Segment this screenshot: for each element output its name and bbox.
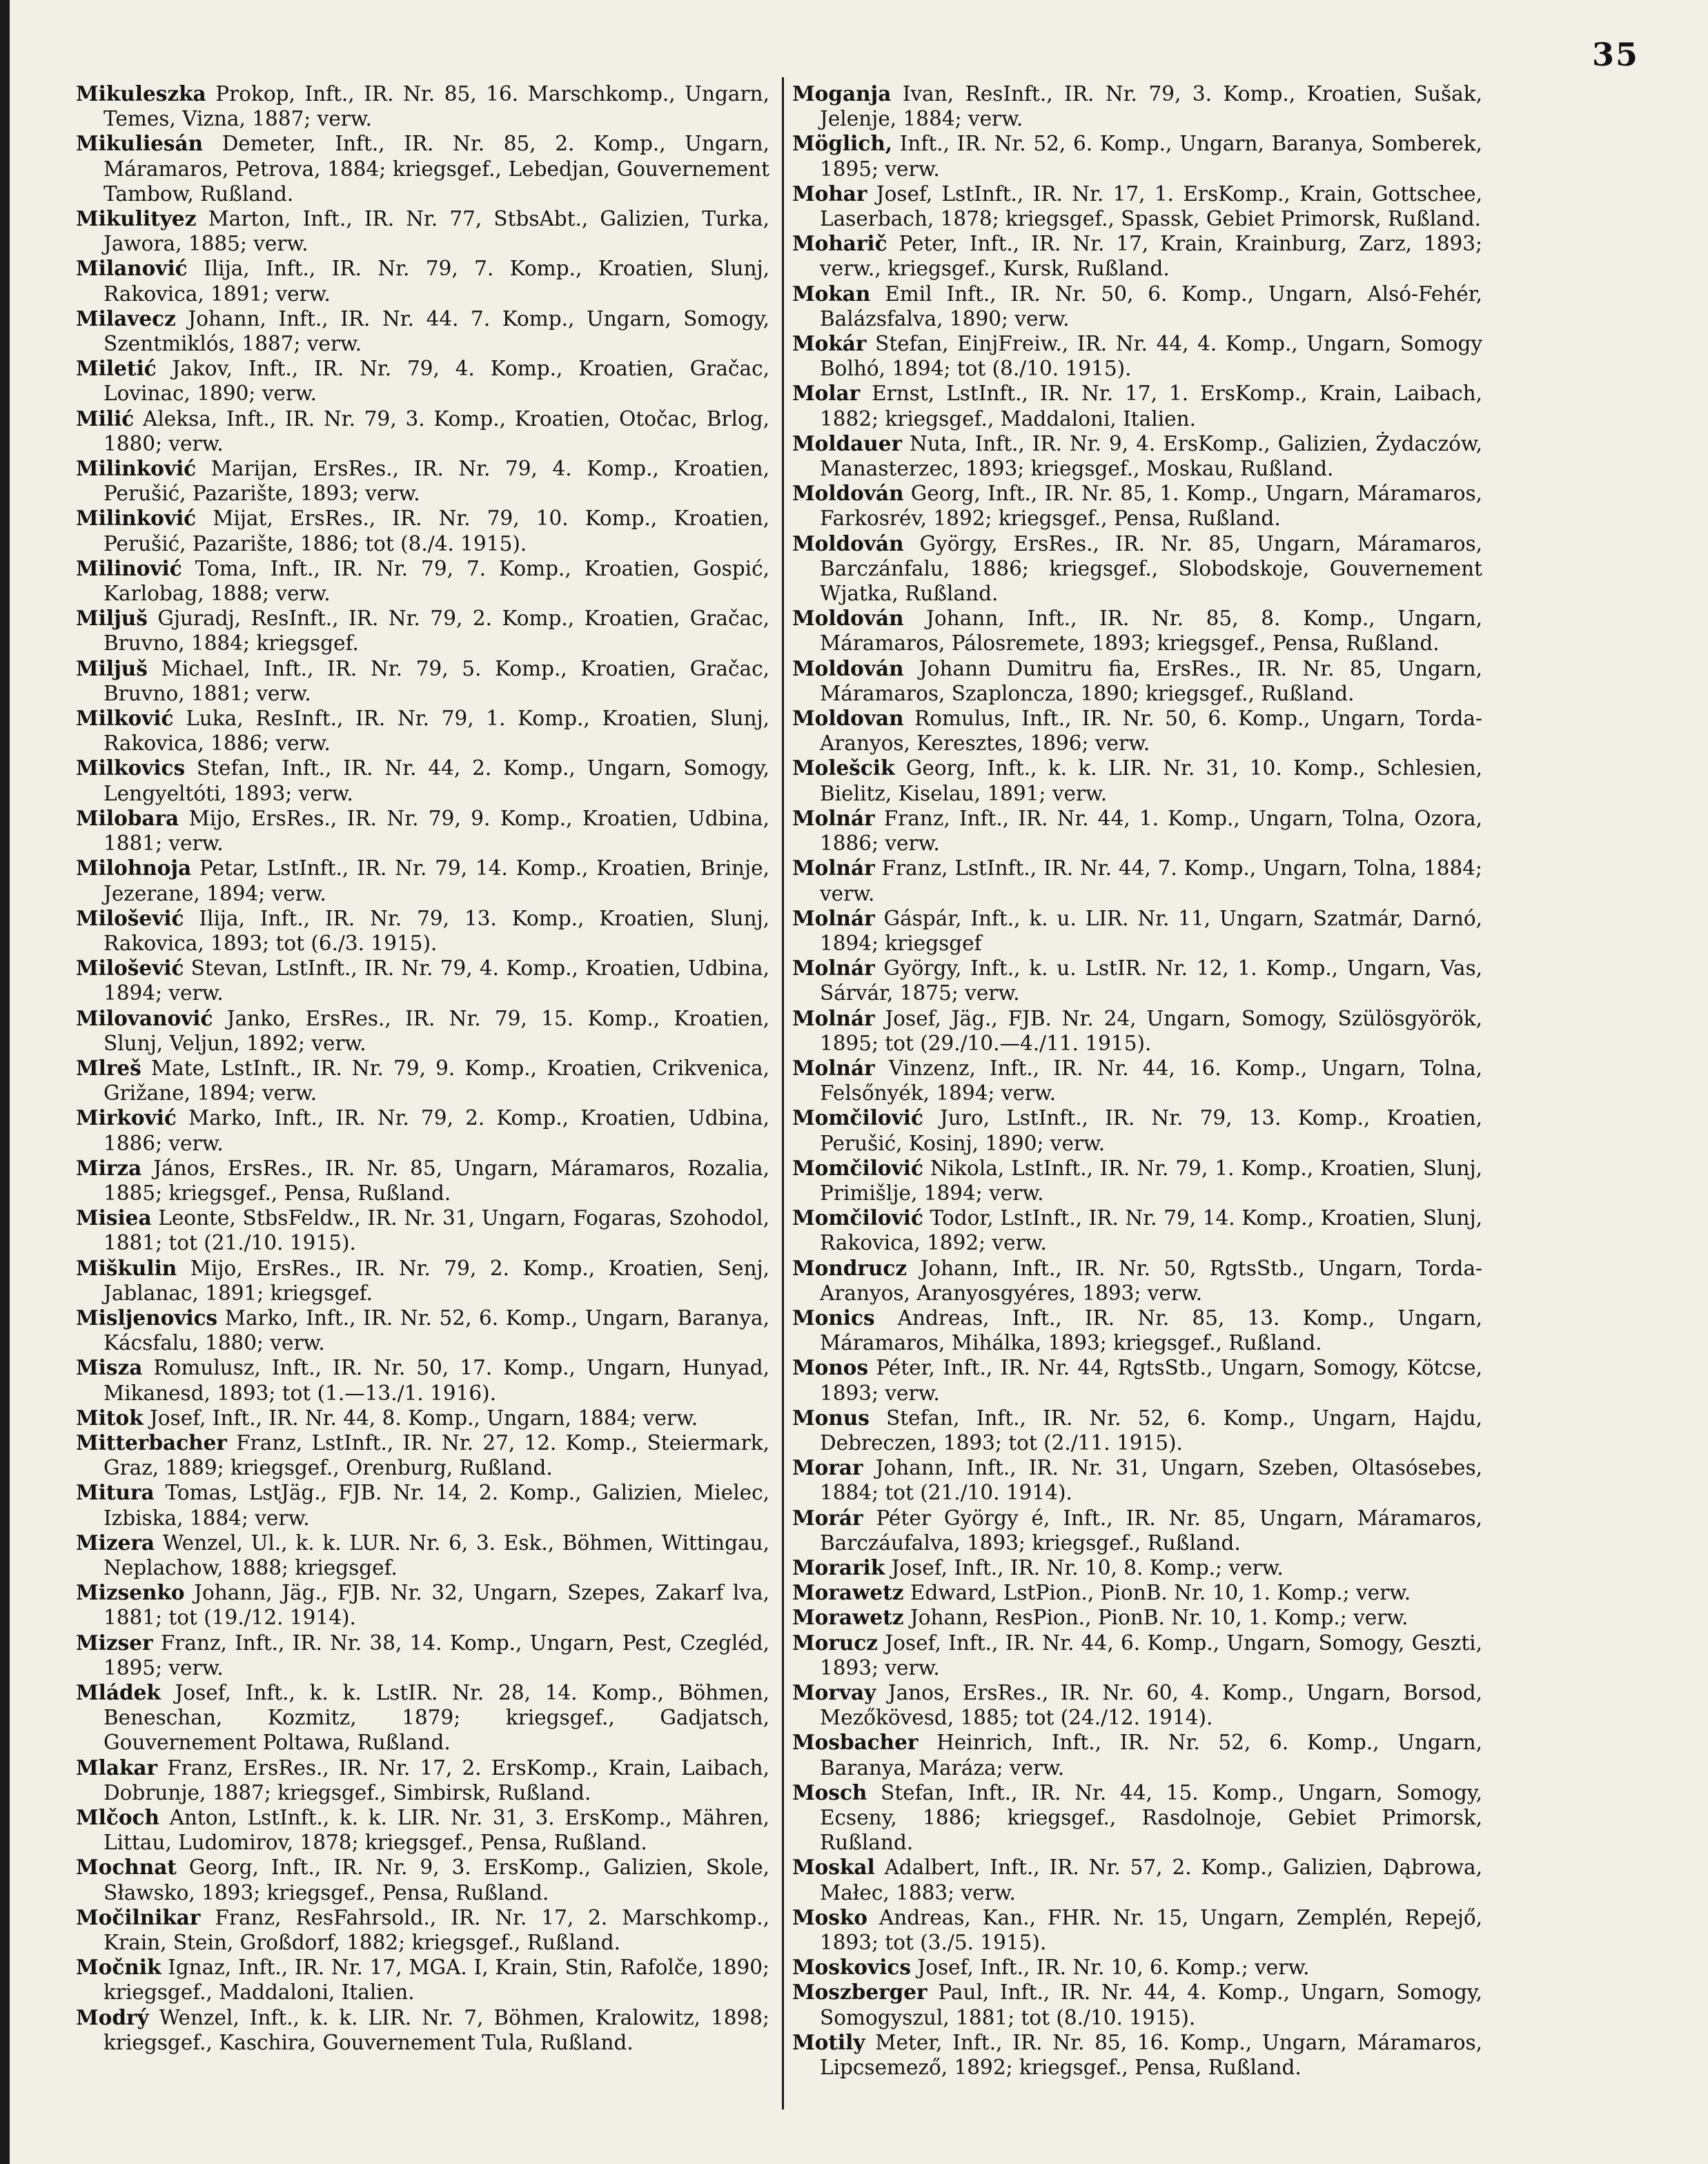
entry-surname: Morucz [792, 1630, 878, 1655]
entry-details: Juro, LstInft., IR. Nr. 79, 13. Komp., Kroatien, Perušić, Kosinj, 1890; verw. [820, 1106, 1482, 1155]
entry-details: György, ErsRes., IR. Nr. 85, Ungarn, Máramaros, Barczánfalu, 1886; kriegsgef., Slobodskoje, Gouvernement Wjatka, Rußland. [820, 531, 1482, 606]
list-entry [76, 1955, 769, 2005]
entry-surname: Mlreš [76, 1055, 141, 1080]
entry-details: Leonte, StbsFeldw., IR. Nr. 31, Ungarn, Fogaras, Szohodol, 1881; tot (21./10. 1915). [104, 1206, 769, 1255]
entry-surname: Morar [792, 1455, 863, 1480]
entry-surname: Momčilović [792, 1206, 923, 1230]
list-entry [792, 1206, 1482, 1255]
entry-surname: Mizser [76, 1630, 153, 1655]
entry-details: Franz, ErsRes., IR. Nr. 17, 2. ErsKomp., Krain, Laibach, Dobrunje, 1887; kriegsgef., Simbirsk, Rußland. [104, 1755, 769, 1804]
entry-surname: Mosch [792, 1780, 867, 1804]
list-entry [76, 1580, 769, 1630]
entry-surname: Milković [76, 706, 174, 731]
list-entry [76, 1480, 769, 1530]
entry-surname: Mokan [792, 281, 871, 306]
entry-surname: Mikulityez [76, 206, 197, 231]
entry-details: Johann, ResPion., PionB. Nr. 10, 1. Komp.; verw. [903, 1606, 1408, 1630]
entry-details: Tomas, LstJäg., FJB. Nr. 14, 2. Komp., Galizien, Mielec, Izbiska, 1884; verw. [104, 1481, 769, 1530]
entry-details: Peter, Inft., IR. Nr. 17, Krain, Krainburg, Zarz, 1893; verw., kriegsgef., Kursk, Rußland. [820, 232, 1482, 281]
list-entry [76, 256, 769, 306]
entry-surname: Mikuliesán [76, 131, 204, 156]
list-entry [792, 1156, 1482, 1206]
entry-surname: Monus [792, 1405, 870, 1430]
entry-surname: Milovanović [76, 1005, 213, 1030]
entry-details: Franz, Inft., IR. Nr. 38, 14. Komp., Ungarn, Pest, Czegléd, 1895; verw. [104, 1631, 769, 1680]
entry-surname: Mosko [792, 1905, 868, 1929]
list-entry [76, 556, 769, 606]
entry-details: Emil Inft., IR. Nr. 50, 6. Komp., Ungarn, Alsó-Fehér, Balázsfalva, 1890; verw. [820, 282, 1482, 331]
list-entry [792, 1506, 1482, 1555]
entry-surname: Milinković [76, 456, 197, 481]
entry-surname: Miljuš [76, 606, 148, 631]
entry-details: Ivan, ResInft., IR. Nr. 79, 3. Komp., Kroatien, Sušak, Jelenje, 1884; verw. [820, 82, 1482, 131]
list-entry [792, 431, 1482, 481]
list-entry [76, 1755, 769, 1805]
entry-surname: Mochnat [76, 1855, 177, 1880]
entry-details: Demeter, Inft., IR. Nr. 85, 2. Komp., Ungarn, Máramaros, Petrova, 1884; kriegsgef., Lebedjan, Gouvernement Tambow, Rußland. [104, 132, 769, 206]
list-entry [792, 1355, 1482, 1405]
list-entry [76, 1105, 769, 1155]
left-column [76, 81, 769, 2055]
entry-surname: Molešcik [792, 756, 895, 780]
entry-details: Stefan, Inft., IR. Nr. 44, 2. Komp., Ungarn, Somogy, Lengyeltóti, 1893; verw. [104, 756, 769, 805]
list-entry [792, 231, 1482, 281]
list-entry [792, 1580, 1482, 1605]
entry-surname: Milanović [76, 256, 188, 281]
list-entry [792, 282, 1482, 331]
column-divider [782, 77, 784, 2109]
entry-details: Johann, Inft., IR. Nr. 31, Ungarn, Szeben, Oltasósebes, 1884; tot (21./10. 1914). [820, 1456, 1482, 1505]
entry-details: Marijan, ErsRes., IR. Nr. 79, 4. Komp., Kroatien, Perušić, Pazarište, 1893; verw. [104, 457, 769, 506]
entry-details: Adalbert, Inft., IR. Nr. 57, 2. Komp., Galizien, Dąbrowa, Małec, 1883; verw. [820, 1856, 1482, 1905]
entry-surname: Moganja [792, 81, 892, 106]
entry-details: Andreas, Kan., FHR. Nr. 15, Ungarn, Zemplén, Repejő, 1893; tot (3./5. 1915). [820, 1905, 1482, 1955]
list-entry [792, 1905, 1482, 1955]
list-entry [76, 1430, 769, 1480]
list-entry [792, 1406, 1482, 1455]
list-entry [792, 181, 1482, 231]
entry-surname: Molnár [792, 956, 875, 981]
entry-surname: Misiea [76, 1206, 152, 1230]
entry-surname: Moldovan [792, 706, 904, 731]
entry-details: Johann, Inft., IR. Nr. 85, 8. Komp., Ungarn, Máramaros, Pálosremete, 1893; kriegsgef., Pensa, Rußland. [820, 607, 1482, 656]
list-entry [76, 1256, 769, 1306]
entry-surname: Miletić [76, 356, 157, 381]
entry-surname: Molnár [792, 805, 875, 830]
entry-details: Franz, LstInft., IR. Nr. 44, 7. Komp., Ungarn, Tolna, 1884; verw. [820, 856, 1482, 905]
list-entry [76, 1056, 769, 1105]
entry-details: Johann, Jäg., FJB. Nr. 32, Ungarn, Szepes, Zakarf lva, 1881; tot (19./12. 1914). [104, 1581, 769, 1630]
entry-details: Josef, Inft., IR. Nr. 10, 8. Komp.; verw. [885, 1555, 1284, 1580]
entry-details: Josef, Inft., IR. Nr. 44, 8. Komp., Ungarn, 1884; verw. [143, 1406, 698, 1430]
entry-surname: Milinović [76, 555, 182, 580]
entry-surname: Miljuš [76, 656, 148, 680]
list-entry [792, 131, 1482, 181]
list-entry [792, 381, 1482, 431]
entry-details: Johann, Inft., IR. Nr. 44. 7. Komp., Ungarn, Somogy, Szentmiklós, 1887; verw. [104, 306, 769, 356]
list-entry [792, 1730, 1482, 1780]
list-entry [792, 1105, 1482, 1155]
entry-surname: Mirza [76, 1155, 142, 1180]
entry-details: Romulusz, Inft., IR. Nr. 50, 17. Komp., Ungarn, Hunyad, Mikanesd, 1893; tot (1.—13./1. 1916). [104, 1356, 769, 1405]
entry-surname: Morvay [792, 1680, 876, 1704]
entry-details: Johann, Inft., IR. Nr. 50, RgtsStb., Ungarn, Torda-Aranyos, Aranyosgyéres, 1893; verw. [820, 1256, 1482, 1305]
right-column [792, 81, 1482, 2080]
entry-surname: Mitura [76, 1480, 155, 1505]
list-entry [76, 1680, 769, 1755]
entry-surname: Milinković [76, 506, 197, 531]
entry-details: Stefan, EinjFreiw., IR. Nr. 44, 4. Komp., Ungarn, Somogy Bolhó, 1894; tot (8./10. 1915). [820, 332, 1482, 381]
entry-details: Nikola, LstInft., IR. Nr. 79, 1. Komp., Kroatien, Slunj, Primišlje, 1894; verw. [820, 1156, 1482, 1205]
entry-surname: Momčilović [792, 1155, 923, 1180]
entry-details: Wenzel, Ul., k. k. LUR. Nr. 6, 3. Esk., Böhmen, Wittingau, Neplachow, 1888; kriegsgef. [104, 1531, 769, 1580]
entry-details: Georg, Inft., IR. Nr. 9, 3. ErsKomp., Galizien, Skole, Sławsko, 1893; kriegsgef., Pensa, Rußland. [104, 1856, 769, 1905]
entry-details: Georg, Inft., IR. Nr. 85, 1. Komp., Ungarn, Máramaros, Farkosrév, 1892; kriegsgef., Pensa, Rußland. [820, 482, 1482, 531]
list-entry [792, 1631, 1482, 1680]
entry-surname: Molnár [792, 1005, 875, 1030]
list-entry [76, 656, 769, 706]
entry-surname: Moharič [792, 231, 887, 256]
list-entry [792, 956, 1482, 1005]
entry-surname: Morawetz [792, 1580, 904, 1605]
list-entry [76, 606, 769, 656]
entry-details: Nuta, Inft., IR. Nr. 9, 4. ErsKomp., Galizien, Żydaczów, Manasterzec, 1893; kriegsgef., Moskau, Rußland. [820, 431, 1482, 481]
list-entry [76, 1355, 769, 1405]
entry-surname: Modrý [76, 2005, 149, 2029]
list-entry [792, 1780, 1482, 1856]
list-entry [792, 856, 1482, 905]
entry-details: Edward, LstPion., PionB. Nr. 10, 1. Komp.; verw. [903, 1581, 1411, 1605]
entry-surname: Moskal [792, 1855, 875, 1880]
entry-surname: Moldován [792, 606, 904, 631]
list-entry [76, 806, 769, 856]
entry-details: Stefan, Inft., IR. Nr. 44, 15. Komp., Ungarn, Somogy, Ecseny, 1886; kriegsgef., Rasdolnoje, Gebiet Primorsk, Rußland. [820, 1780, 1482, 1855]
list-entry [792, 1955, 1482, 1980]
entry-surname: Mlakar [76, 1755, 158, 1780]
entry-details: Jakov, Inft., IR. Nr. 79, 4. Komp., Kroatien, Gračac, Lovinac, 1890; verw. [104, 357, 769, 406]
entry-surname: Molnár [792, 905, 875, 930]
list-entry [792, 1680, 1482, 1730]
list-entry [792, 706, 1482, 756]
list-entry [76, 1631, 769, 1680]
list-entry [76, 1805, 769, 1855]
entry-surname: Mlčoch [76, 1805, 159, 1830]
entry-details: Meter, Inft., IR. Nr. 85, 16. Komp., Ungarn, Máramaros, Lipcsemező, 1892; kriegsgef., Pensa, Rußland. [820, 2030, 1482, 2080]
entry-details: Mate, LstInft., IR. Nr. 79, 9. Komp., Kroatien, Crikvenica, Grižane, 1894; verw. [104, 1056, 769, 1105]
entry-surname: Moldován [792, 531, 904, 555]
list-entry [76, 506, 769, 555]
entry-details: Franz, Inft., IR. Nr. 44, 1. Komp., Ungarn, Tolna, Ozora, 1886; verw. [820, 806, 1482, 856]
entry-surname: Mondrucz [792, 1255, 907, 1280]
list-entry [76, 131, 769, 206]
list-entry [792, 81, 1482, 131]
list-entry [792, 331, 1482, 381]
entry-details: Johann Dumitru fia, ErsRes., IR. Nr. 85, Ungarn, Máramaros, Szaploncza, 1890; kriegsgef., Rußland. [820, 656, 1482, 705]
list-entry [792, 1006, 1482, 1056]
entry-details: Josef, Inft., IR. Nr. 44, 6. Komp., Ungarn, Somogy, Geszti, 1893; verw. [820, 1631, 1482, 1680]
list-entry [76, 956, 769, 1005]
entry-details: Heinrich, Inft., IR. Nr. 52, 6. Komp., Ungarn, Baranya, Maráza; verw. [820, 1731, 1482, 1780]
entry-details: Mijo, ErsRes., IR. Nr. 79, 9. Komp., Kroatien, Udbina, 1881; verw. [104, 806, 769, 856]
list-entry [792, 656, 1482, 706]
list-entry [792, 756, 1482, 805]
entry-surname: Möglich, [792, 131, 893, 156]
entry-surname: Močilnikar [76, 1905, 201, 1929]
entry-surname: Mohar [792, 181, 867, 206]
list-entry [792, 531, 1482, 607]
entry-details: Janos, ErsRes., IR. Nr. 60, 4. Komp., Ungarn, Borsod, Mezőkövesd, 1885; tot (24./12. 1914). [820, 1681, 1482, 1730]
entry-surname: Molnár [792, 1055, 875, 1080]
entry-surname: Milobara [76, 805, 179, 830]
entry-surname: Miškulin [76, 1255, 177, 1280]
entry-details: Josef, Jäg., FJB. Nr. 24, Ungarn, Somogy, Szülösgyörök, 1895; tot (29./10.—4./11. 1915). [820, 1006, 1482, 1055]
list-entry [76, 1156, 769, 1206]
list-entry [76, 1905, 769, 1955]
entry-surname: Monos [792, 1355, 869, 1380]
entry-details: Toma, Inft., IR. Nr. 79, 7. Komp., Kroatien, Gospić, Karlobag, 1888; verw. [104, 556, 769, 606]
entry-details: Gjuradj, ResInft., IR. Nr. 79, 2. Komp., Kroatien, Gračac, Bruvno, 1884; kriegsgef. [104, 607, 769, 656]
entry-surname: Moldován [792, 656, 904, 680]
entry-details: Prokop, Inft., IR. Nr. 85, 16. Marschkomp., Ungarn, Temes, Vizna, 1887; verw. [104, 82, 769, 131]
entry-surname: Motily [792, 2029, 865, 2054]
entry-details: Michael, Inft., IR. Nr. 79, 5. Komp., Kroatien, Gračac, Bruvno, 1881; verw. [104, 656, 769, 705]
entry-surname: Misljenovics [76, 1305, 218, 1330]
entry-details: Josef, LstInft., IR. Nr. 17, 1. ErsKomp., Krain, Gottschee, Laserbach, 1878; kriegsgef., Spassk, Gebiet Primorsk, Rußland. [820, 181, 1482, 231]
list-entry [76, 706, 769, 756]
entry-surname: Milkovics [76, 756, 186, 780]
entry-details: Wenzel, Inft., k. k. LIR. Nr. 7, Böhmen, Kralowitz, 1898; kriegsgef., Kaschira, Gouvernement Tula, Rußland. [104, 2005, 769, 2054]
entry-details: Franz, LstInft., IR. Nr. 27, 12. Komp., Steiermark, Graz, 1889; kriegsgef., Orenburg, Rußland. [104, 1430, 769, 1480]
list-entry [792, 1455, 1482, 1505]
entry-surname: Molar [792, 381, 861, 406]
entry-surname: Mitok [76, 1405, 144, 1430]
entry-surname: Milohnoja [76, 856, 192, 881]
entry-surname: Momčilović [792, 1105, 923, 1130]
entry-details: Ilija, Inft., IR. Nr. 79, 7. Komp., Kroatien, Slunj, Rakovica, 1891; verw. [104, 257, 769, 306]
entry-surname: Mizsenko [76, 1580, 185, 1605]
entry-details: Stefan, Inft., IR. Nr. 52, 6. Komp., Ungarn, Hajdu, Debreczen, 1893; tot (2./11. 1915). [820, 1406, 1482, 1455]
list-entry [792, 1306, 1482, 1355]
entry-details: Aleksa, Inft., IR. Nr. 79, 3. Komp., Kroatien, Otočac, Brlog, 1880; verw. [104, 406, 769, 455]
entry-details: Mijat, ErsRes., IR. Nr. 79, 10. Komp., Kroatien, Perušić, Pazarište, 1886; tot (8./4. 1915). [104, 506, 769, 555]
entry-details: János, ErsRes., IR. Nr. 85, Ungarn, Máramaros, Rozalia, 1885; kriegsgef., Pensa, Rußland. [104, 1156, 769, 1205]
entry-surname: Molnár [792, 856, 875, 881]
entry-details: Romulus, Inft., IR. Nr. 50, 6. Komp., Ungarn, Torda-Aranyos, Keresztes, 1896; verw. [820, 707, 1482, 756]
entry-surname: Moszberger [792, 1980, 927, 2005]
entry-surname: Mládek [76, 1680, 161, 1704]
entry-details: Georg, Inft., k. k. LIR. Nr. 31, 10. Komp., Schlesien, Bielitz, Kiselau, 1891; verw. [820, 756, 1482, 805]
entry-surname: Mizera [76, 1530, 155, 1555]
entry-surname: Mikuleszka [76, 81, 206, 106]
list-entry [792, 1980, 1482, 2029]
entry-surname: Morarik [792, 1555, 885, 1580]
list-entry [792, 1056, 1482, 1105]
entry-surname: Močnik [76, 1955, 161, 1980]
entry-surname: Milošević [76, 956, 184, 981]
list-entry [76, 1855, 769, 1905]
list-entry [76, 81, 769, 131]
page-edge-shadow [0, 0, 10, 2164]
entry-surname: Moldauer [792, 431, 903, 455]
list-entry [792, 806, 1482, 856]
entry-details: Péter György é, Inft., IR. Nr. 85, Ungarn, Máramaros, Barczáufalva, 1893; kriegsgef., Rußland. [820, 1506, 1482, 1555]
list-entry [76, 2005, 769, 2055]
entry-surname: Milić [76, 406, 135, 431]
entry-details: Josef, Inft., IR. Nr. 10, 6. Komp.; verw. [910, 1956, 1310, 1980]
entry-details: Ignaz, Inft., IR. Nr. 17, MGA. I, Krain, Stin, Rafolče, 1890; kriegsgef., Maddaloni, Italien. [104, 1956, 769, 2005]
list-entry [76, 456, 769, 506]
entry-details: Janko, ErsRes., IR. Nr. 79, 15. Komp., Kroatien, Slunj, Veljun, 1892; verw. [104, 1006, 769, 1055]
entry-surname: Misza [76, 1355, 143, 1380]
entry-surname: Morár [792, 1505, 863, 1530]
list-entry [792, 906, 1482, 956]
entry-details: Gáspár, Inft., k. u. LIR. Nr. 11, Ungarn, Szatmár, Darnó, 1894; kriegsgef [820, 906, 1482, 955]
list-entry [76, 1206, 769, 1255]
entry-surname: Moskovics [792, 1955, 911, 1980]
entry-details: Marton, Inft., IR. Nr. 77, StbsAbt., Galizien, Turka, Jawora, 1885; verw. [104, 207, 769, 256]
entry-surname: Mosbacher [792, 1730, 919, 1755]
entry-surname: Milošević [76, 905, 184, 930]
list-entry [76, 206, 769, 256]
list-entry [76, 406, 769, 456]
list-entry [76, 356, 769, 406]
entry-details: Marko, Inft., IR. Nr. 79, 2. Komp., Kroatien, Udbina, 1886; verw. [104, 1106, 769, 1155]
entry-details: Todor, LstInft., IR. Nr. 79, 14. Komp., Kroatien, Slunj, Rakovica, 1892; verw. [820, 1206, 1482, 1255]
list-entry [792, 1605, 1482, 1630]
entry-details: Stevan, LstInft., IR. Nr. 79, 4. Komp., Kroatien, Udbina, 1894; verw. [104, 956, 769, 1005]
entry-details: Ernst, LstInft., IR. Nr. 17, 1. ErsKomp., Krain, Laibach, 1882; kriegsgef., Maddaloni, Italien. [820, 382, 1482, 431]
list-entry [792, 1256, 1482, 1306]
entry-surname: Morawetz [792, 1605, 904, 1630]
list-entry [76, 856, 769, 905]
list-entry [792, 606, 1482, 656]
entry-details: György, Inft., k. u. LstIR. Nr. 12, 1. Komp., Ungarn, Vas, Sárvár, 1875; verw. [820, 956, 1482, 1005]
list-entry [76, 306, 769, 356]
entry-details: Mijo, ErsRes., IR. Nr. 79, 2. Komp., Kroatien, Senj, Jablanac, 1891; kriegsgef. [104, 1256, 769, 1305]
list-entry [76, 1531, 769, 1580]
entry-details: Andreas, Inft., IR. Nr. 85, 13. Komp., Ungarn, Máramaros, Mihálka, 1893; kriegsgef., Rußland. [820, 1306, 1482, 1355]
entry-details: Petar, LstInft., IR. Nr. 79, 14. Komp., Kroatien, Brinje, Jezerane, 1894; verw. [104, 856, 769, 905]
entry-surname: Milavecz [76, 306, 176, 331]
list-entry [792, 1555, 1482, 1580]
entry-details: Marko, Inft., IR. Nr. 52, 6. Komp., Ungarn, Baranya, Kácsfalu, 1880; verw. [104, 1306, 769, 1355]
list-entry [76, 1306, 769, 1355]
entry-details: Anton, LstInft., k. k. LIR. Nr. 31, 3. ErsKomp., Mähren, Littau, Ludomirov, 1878; kriegsgef., Pensa, Rußland. [104, 1806, 769, 1855]
entry-surname: Mokár [792, 331, 867, 356]
entry-details: Péter, Inft., IR. Nr. 44, RgtsStb., Ungarn, Somogy, Kötcse, 1893; verw. [820, 1356, 1482, 1405]
page-number: 35 [1591, 36, 1639, 73]
list-entry [76, 756, 769, 805]
entry-surname: Mitterbacher [76, 1430, 227, 1455]
entry-details: Paul, Inft., IR. Nr. 44, 4. Komp., Ungarn, Somogy, Somogyszul, 1881; tot (8./10. 1915). [820, 1980, 1482, 2029]
entry-surname: Monics [792, 1305, 875, 1330]
entry-details: Inft., IR. Nr. 52, 6. Komp., Ungarn, Baranya, Somberek, 1895; verw. [820, 132, 1482, 181]
list-entry [76, 906, 769, 956]
list-entry [76, 1006, 769, 1056]
entry-surname: Mirković [76, 1105, 177, 1130]
entry-details: Ilija, Inft., IR. Nr. 79, 13. Komp., Kroatien, Slunj, Rakovica, 1893; tot (6./3. 1915). [104, 906, 769, 955]
entry-surname: Moldován [792, 481, 904, 506]
list-entry [792, 1855, 1482, 1905]
entry-details: Josef, Inft., k. k. LstIR. Nr. 28, 14. Komp., Böhmen, Beneschan, Kozmitz, 1879; kriegsgef., Gadjatsch, Gouvernement Poltawa, Rußland. [104, 1681, 769, 1755]
entry-details: Luka, ResInft., IR. Nr. 79, 1. Komp., Kroatien, Slunj, Rakovica, 1886; verw. [104, 707, 769, 756]
list-entry [792, 2030, 1482, 2080]
entry-details: Franz, ResFahrsold., IR. Nr. 17, 2. Marschkomp., Krain, Stein, Großdorf, 1882; kriegsgef., Rußland. [104, 1905, 769, 1955]
list-entry [792, 481, 1482, 531]
list-entry [76, 1406, 769, 1430]
entry-details: Vinzenz, Inft., IR. Nr. 44, 16. Komp., Ungarn, Tolna, Felsőnyék, 1894; verw. [820, 1056, 1482, 1105]
